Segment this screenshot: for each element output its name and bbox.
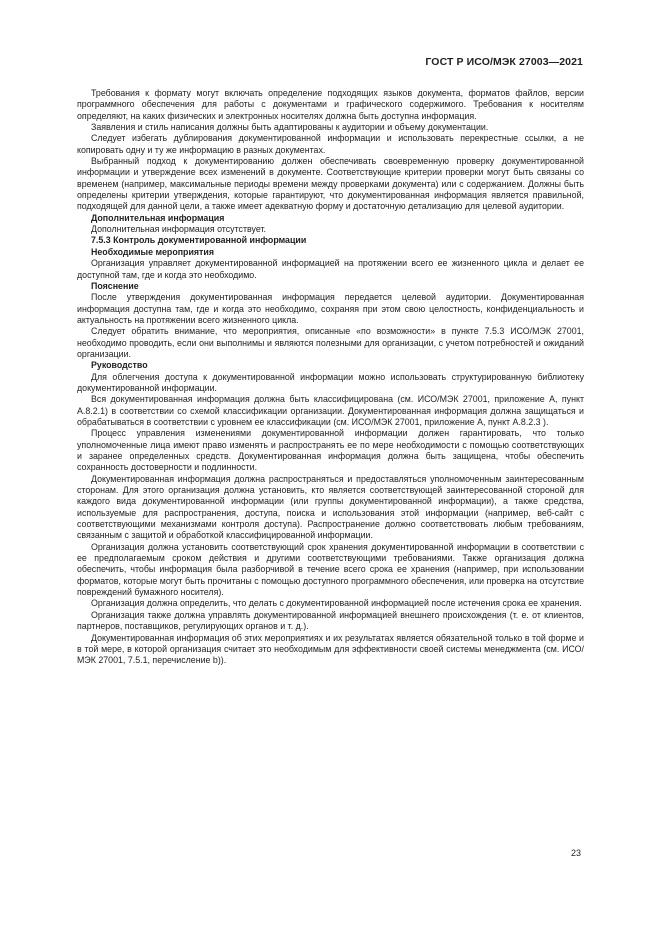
body-paragraph: Организация должна определить, что делать с документированной информацией после истечения срока ее хранения. <box>91 598 582 609</box>
body-paragraph: Следует обратить внимание, что мероприятия, описанные «по возможности» в пункте 7.5.3 ИСО/МЭК 27001, необходимо проводить, если они выполнимы и являются полезными для организации, с учетом потребностей и ожиданий организации. <box>77 326 584 359</box>
section-heading: Дополнительная информация <box>91 212 225 223</box>
page-number: 23 <box>570 848 581 858</box>
section-heading: Руководство <box>91 360 148 371</box>
body-paragraph: Организация должна установить соответствующий срок хранения документированной информации в соответствии с ее предполагаемым сроком действия и другими соответствующими требованиями. Также организация должна обеспечить, чтобы информация была разборчивой в течение всего срока ее хранения (например, при использовании форматов, которые могут быть прочитаны с помощью доступного программного обеспечения, или проверка на отсутствие повреждений бумажного носителя). <box>77 541 584 598</box>
body-paragraph: После утверждения документированная информация передается целевой аудитории. Документированная информация доступна там, где и когда это необходимо, сохраняя при этом свою целостность, конфиденциальность и актуальность на протяжении всего жизненного цикла. <box>77 292 584 325</box>
body-paragraph: Выбранный подход к документированию должен обеспечивать своевременную проверку документированной информации и утверждение всех изменений в документе. Соответствующие критерии проверки могут быть связаны со временем (например, максимальные периоды времени между проверками документа) или с содержанием. Должны быть определены критерии утверждения, которые гарантируют, что документированная информация является правильной, подходящей для данной цели, а также имеет адекватную форму и достаточную детализацию для целевой аудитории. <box>77 156 584 212</box>
standard-header: ГОСТ Р ИСО/МЭК 27003—2021 <box>425 56 583 68</box>
body-paragraph: Дополнительная информация отсутствует. <box>91 224 267 235</box>
body-paragraph: Требования к формату могут включать определение подходящих языков документа, форматов файлов, версии программного обеспечения для работы с документами и графического содержимого. Требования к носителям определяют, на каких физических и электронных носителях должна быть доступна информация. <box>77 88 584 121</box>
body-paragraph: Организация управляет документированной информацией на протяжении всего ее жизненного цикла и делает ее доступной там, где и когда это необходимо. <box>77 258 584 280</box>
body-paragraph: Процесс управления изменениями документированной информации должен гарантировать, что только уполномоченные лица имеют право изменять и распространять ее по мере необходимости с помощью соответствующих и заранее определенных средств. Документированная информация должна быть защищена, чтобы обеспечить сохранность достоверности и подлинности. <box>77 428 584 473</box>
body-paragraph: Документированная информация должна распространяться и предоставляться уполномоченным заинтересованным сторонам. Для этого организация должна установить, кто является соответствующей заинтересованной стороной для каждого вида документированной информации (или группы документированной информации), а также средства, используемые для распространения, доступа, поиска и использования этой информации (например, веб-сайт с соответствующими механизмами контроля доступа). Распространение должно соответствовать любым требованиям, связанным с защитой и обработкой классифицированной информации. <box>77 473 584 541</box>
section-heading: 7.5.3 Контроль документированной информации <box>91 235 307 246</box>
section-heading: Пояснение <box>91 280 139 291</box>
body-paragraph: Документированная информация об этих мероприятиях и их результатах является обязательной только в той форме и в той мере, в которой организация считает это необходимым для эффективности своей системы менеджмента (см. ИСО/МЭК 27001, 7.5.1, перечисление b)). <box>77 632 584 666</box>
body-paragraph: Следует избегать дублирования документированной информации и использовать перекрестные ссылки, а не копировать одну и ту же информацию в разных документах. <box>77 133 584 155</box>
body-paragraph: Для облегчения доступа к документированной информации можно использовать структурированную библиотеку документированной информации. <box>77 371 584 393</box>
body-paragraph: Заявления и стиль написания должны быть адаптированы к аудитории и объему документации. <box>91 122 489 133</box>
section-heading: Необходимые мероприятия <box>91 246 214 257</box>
body-paragraph: Организация также должна управлять документированной информацией внешнего происхождения (т. е. от клиентов, партнеров, поставщиков, регулирующих органов и т. д.). <box>77 609 584 632</box>
document-body <box>77 88 584 667</box>
body-paragraph: Вся документированная информация должна быть классифицирована (см. ИСО/МЭК 27001, приложение А, пункт А.8.2.1) в соответствии со схемой классификации организации. Документированная информация должна защищаться и обрабатываться в соответствии с уровнем ее классификации (см. ИСО/МЭК 27001, приложение А, пункт А.8.2.3 ). <box>77 394 584 427</box>
